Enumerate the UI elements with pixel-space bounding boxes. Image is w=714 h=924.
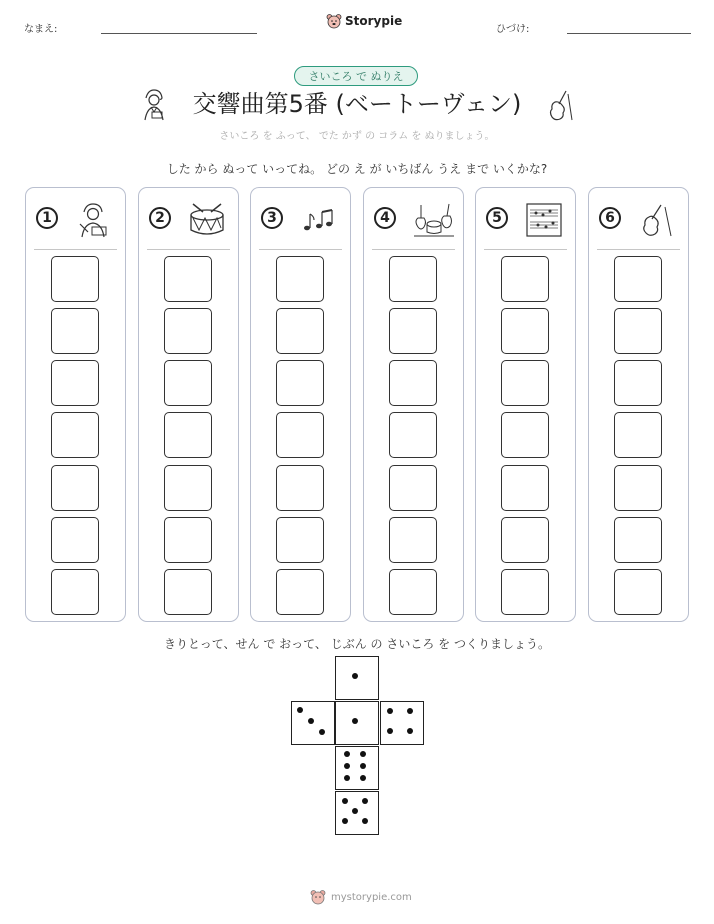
coloring-box[interactable] xyxy=(51,412,99,458)
name-label: なまえ: xyxy=(24,24,58,35)
coloring-box[interactable] xyxy=(276,256,324,302)
subtitle: さいころ を ふって、 でた かず の コラム を ぬりましょう。 xyxy=(219,131,495,142)
dice-pip xyxy=(407,728,413,734)
column-number: 5 xyxy=(486,207,508,229)
coloring-box[interactable] xyxy=(51,517,99,563)
footer xyxy=(310,889,412,905)
logo-text: Storypie xyxy=(345,14,403,28)
column-header xyxy=(34,202,119,238)
column-divider xyxy=(259,249,342,250)
coloring-box[interactable] xyxy=(164,465,212,511)
dice-column-1 xyxy=(25,187,126,622)
dice-column-3 xyxy=(250,187,351,622)
coloring-box[interactable] xyxy=(51,308,99,354)
coloring-box[interactable] xyxy=(389,465,437,511)
coloring-box[interactable] xyxy=(276,517,324,563)
dice-face-1 xyxy=(335,656,379,700)
column-number: 4 xyxy=(374,207,396,229)
coloring-box[interactable] xyxy=(614,465,662,511)
coloring-box[interactable] xyxy=(614,256,662,302)
name-line xyxy=(101,33,257,34)
coloring-box[interactable] xyxy=(501,360,549,406)
coloring-box[interactable] xyxy=(164,360,212,406)
instruction-top: した から ぬって いってね。 どの え が いちばん うえ まで いくかな? xyxy=(166,162,548,176)
column-divider xyxy=(147,249,230,250)
coloring-box[interactable] xyxy=(501,517,549,563)
column-number: 6 xyxy=(599,207,621,229)
dice-column-2 xyxy=(138,187,239,622)
dice-pip xyxy=(352,673,358,679)
coloring-box[interactable] xyxy=(51,465,99,511)
column-header xyxy=(259,202,344,238)
coloring-box[interactable] xyxy=(389,308,437,354)
coloring-box[interactable] xyxy=(51,569,99,615)
column-header xyxy=(484,202,569,238)
dice-pip xyxy=(407,708,413,714)
dice-pip xyxy=(344,775,350,781)
column-divider xyxy=(597,249,680,250)
column-number: 2 xyxy=(149,207,171,229)
drum-icon xyxy=(187,202,227,242)
column-divider xyxy=(34,249,117,250)
dice-face-3 xyxy=(291,701,335,745)
coloring-box[interactable] xyxy=(389,256,437,302)
coloring-box[interactable] xyxy=(276,569,324,615)
column-divider xyxy=(372,249,455,250)
dice-pip xyxy=(297,707,303,713)
dice-pip xyxy=(362,818,368,824)
coloring-box[interactable] xyxy=(51,360,99,406)
coloring-box[interactable] xyxy=(164,308,212,354)
dice-pip xyxy=(342,818,348,824)
coloring-box[interactable] xyxy=(276,465,324,511)
beethoven-icon xyxy=(74,202,114,242)
orchestra-instruments-icon xyxy=(412,202,456,242)
coloring-box[interactable] xyxy=(501,412,549,458)
bear-logo-icon xyxy=(326,13,342,29)
dice-column-6 xyxy=(588,187,689,622)
coloring-box[interactable] xyxy=(501,465,549,511)
coloring-box[interactable] xyxy=(276,360,324,406)
coloring-box[interactable] xyxy=(501,569,549,615)
dice-pip xyxy=(360,751,366,757)
column-divider xyxy=(484,249,567,250)
coloring-box[interactable] xyxy=(501,256,549,302)
dice-face-5 xyxy=(335,791,379,835)
bear-logo-icon xyxy=(310,889,326,905)
dice-pip xyxy=(319,729,325,735)
coloring-box[interactable] xyxy=(614,412,662,458)
dice-coloring-badge: さいころ で ぬりえ xyxy=(294,66,418,86)
page-title: 交響曲第5番 (ベートーヴェン) xyxy=(192,90,522,118)
column-number: 1 xyxy=(36,207,58,229)
coloring-box[interactable] xyxy=(614,517,662,563)
dice-column-5 xyxy=(475,187,576,622)
column-header xyxy=(147,202,232,238)
coloring-box[interactable] xyxy=(389,360,437,406)
dice-face-4 xyxy=(380,701,424,745)
coloring-box[interactable] xyxy=(614,569,662,615)
dice-pip xyxy=(344,763,350,769)
coloring-box[interactable] xyxy=(276,412,324,458)
coloring-box[interactable] xyxy=(614,308,662,354)
dice-face-1 xyxy=(335,701,379,745)
coloring-box[interactable] xyxy=(164,569,212,615)
dice-pip xyxy=(308,718,314,724)
dice-pip xyxy=(362,798,368,804)
coloring-box[interactable] xyxy=(51,256,99,302)
sheet-music-icon xyxy=(524,202,564,242)
date-line xyxy=(567,33,691,34)
coloring-box[interactable] xyxy=(389,412,437,458)
coloring-box[interactable] xyxy=(164,412,212,458)
dice-pip xyxy=(344,751,350,757)
dice-pip xyxy=(352,808,358,814)
coloring-box[interactable] xyxy=(501,308,549,354)
violin-icon xyxy=(637,202,677,242)
column-header xyxy=(372,202,457,238)
dice-pip xyxy=(360,763,366,769)
coloring-box[interactable] xyxy=(164,517,212,563)
dice-pip xyxy=(387,728,393,734)
violin-icon xyxy=(548,88,574,122)
coloring-box[interactable] xyxy=(389,569,437,615)
dice-column-4 xyxy=(363,187,464,622)
coloring-box[interactable] xyxy=(614,360,662,406)
dice-pip xyxy=(387,708,393,714)
coloring-box[interactable] xyxy=(389,517,437,563)
dice-face-6 xyxy=(335,746,379,790)
storypie-logo xyxy=(326,13,402,29)
column-number: 3 xyxy=(261,207,283,229)
dice-pip xyxy=(342,798,348,804)
dice-pip xyxy=(352,718,358,724)
dice-pip xyxy=(360,775,366,781)
footer-url: mystorypie.com xyxy=(331,891,412,903)
music-notes-icon xyxy=(299,202,339,242)
column-header xyxy=(597,202,682,238)
coloring-box[interactable] xyxy=(164,256,212,302)
coloring-box[interactable] xyxy=(276,308,324,354)
instruction-bottom: きりとって、せん で おって、 じぶん の さいころ を つくりましょう。 xyxy=(164,637,550,651)
date-label: ひづけ: xyxy=(496,24,530,35)
